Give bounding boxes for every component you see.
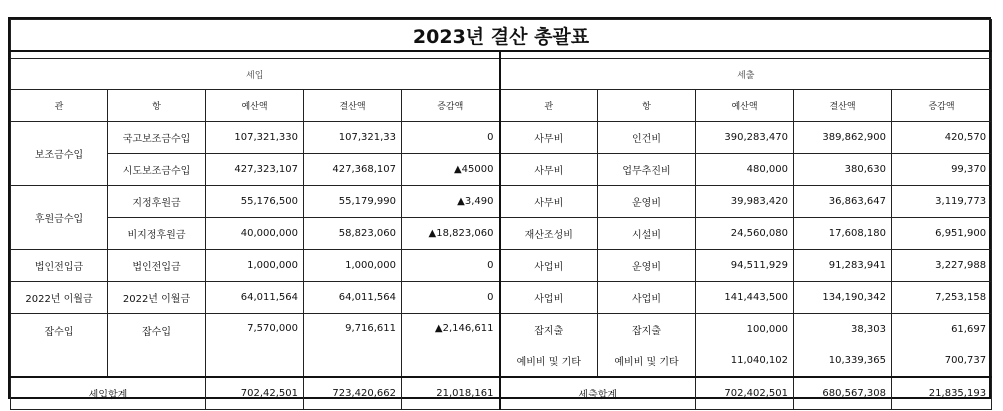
income-total-budget: 702,42,501: [206, 377, 304, 410]
header-settle: 결산액: [304, 90, 402, 122]
income-kwan: 보조금수입: [11, 122, 108, 186]
expense-kwan: 재산조성비: [500, 218, 598, 250]
table-row: [11, 282, 992, 314]
expense-budget: 11,040,102: [696, 345, 794, 377]
expense-settle: 36,863,647: [794, 186, 892, 218]
expense-hang: 사업비: [598, 282, 696, 314]
expense-total-settle: 680,567,308: [794, 377, 892, 410]
table-row: [11, 314, 992, 346]
expense-budget: 39,983,420: [696, 186, 794, 218]
header-hang: 항: [598, 90, 696, 122]
income-hang: 국고보조금수입: [108, 122, 206, 154]
spacer: [11, 51, 500, 59]
total-row: [11, 377, 992, 410]
expense-settle: 380,630: [794, 154, 892, 186]
settlement-table: [10, 19, 992, 410]
income-diff: 0: [402, 250, 500, 282]
expense-budget: 141,443,500: [696, 282, 794, 314]
income-diff: ▲18,823,060: [402, 218, 500, 250]
income-total-diff: 21,018,161: [402, 377, 500, 410]
table-row: [11, 218, 992, 250]
expense-diff: 99,370: [892, 154, 992, 186]
expense-kwan: 사무비: [500, 154, 598, 186]
header-hang: 항: [108, 90, 206, 122]
income-hang: 잡수입: [108, 314, 206, 378]
expense-diff: 3,227,988: [892, 250, 992, 282]
income-kwan: 잡수입: [11, 314, 108, 378]
expense-settle: 10,339,365: [794, 345, 892, 377]
income-total-label: 세입합계: [11, 377, 206, 410]
expense-kwan: 사업비: [500, 282, 598, 314]
expense-settle: 134,190,342: [794, 282, 892, 314]
expense-diff: 3,119,773: [892, 186, 992, 218]
income-diff: ▲2,146,611: [402, 314, 500, 378]
expense-kwan: 사업비: [500, 250, 598, 282]
expense-hang: 잡지출: [598, 314, 696, 346]
income-settle: 107,321,33: [304, 122, 402, 154]
expense-section-label: 세출: [500, 59, 992, 90]
expense-diff: 7,253,158: [892, 282, 992, 314]
income-budget: 40,000,000: [206, 218, 304, 250]
expense-settle: 389,862,900: [794, 122, 892, 154]
table-row: [11, 186, 992, 218]
header-kwan: 관: [11, 90, 108, 122]
expense-budget: 480,000: [696, 154, 794, 186]
income-kwan: 후원금수입: [11, 186, 108, 250]
expense-total-budget: 702,402,501: [696, 377, 794, 410]
income-budget: 55,176,500: [206, 186, 304, 218]
expense-budget: 94,511,929: [696, 250, 794, 282]
table-row: [11, 122, 992, 154]
table-row: [11, 250, 992, 282]
header-budget: 예산액: [206, 90, 304, 122]
income-settle: 55,179,990: [304, 186, 402, 218]
expense-budget: 390,283,470: [696, 122, 794, 154]
expense-settle: 17,608,180: [794, 218, 892, 250]
income-budget: 107,321,330: [206, 122, 304, 154]
income-diff: 0: [402, 122, 500, 154]
expense-kwan: 예비비 및 기타: [500, 345, 598, 377]
income-budget: 1,000,000: [206, 250, 304, 282]
income-settle: 58,823,060: [304, 218, 402, 250]
income-hang: 지정후원금: [108, 186, 206, 218]
header-kwan: 관: [500, 90, 598, 122]
expense-budget: 100,000: [696, 314, 794, 346]
expense-kwan: 잡지출: [500, 314, 598, 346]
expense-hang: 업무추진비: [598, 154, 696, 186]
income-section-label: 세입: [11, 59, 500, 90]
table-row: [11, 154, 992, 186]
expense-diff: 420,570: [892, 122, 992, 154]
settlement-summary-sheet: [8, 17, 991, 399]
expense-total-diff: 21,835,193: [892, 377, 992, 410]
spacer: [500, 51, 992, 59]
expense-kwan: 사무비: [500, 122, 598, 154]
income-budget: 64,011,564: [206, 282, 304, 314]
income-kwan: 2022년 이월금: [11, 282, 108, 314]
income-hang: 비지정후원금: [108, 218, 206, 250]
income-hang: 법인전입금: [108, 250, 206, 282]
expense-diff: 6,951,900: [892, 218, 992, 250]
income-diff: ▲45000: [402, 154, 500, 186]
income-kwan: 법인전입금: [11, 250, 108, 282]
expense-hang: 운영비: [598, 250, 696, 282]
income-total-settle: 723,420,662: [304, 377, 402, 410]
income-settle: 64,011,564: [304, 282, 402, 314]
header-diff: 증감액: [892, 90, 992, 122]
income-diff: ▲3,490: [402, 186, 500, 218]
expense-settle: 91,283,941: [794, 250, 892, 282]
expense-kwan: 사무비: [500, 186, 598, 218]
income-hang: 2022년 이월금: [108, 282, 206, 314]
expense-hang: 시설비: [598, 218, 696, 250]
income-settle: 427,368,107: [304, 154, 402, 186]
expense-settle: 38,303: [794, 314, 892, 346]
header-settle: 결산액: [794, 90, 892, 122]
income-budget: 427,323,107: [206, 154, 304, 186]
header-diff: 증감액: [402, 90, 500, 122]
income-settle: 9,716,611: [304, 314, 402, 378]
income-hang: 시도보조금수입: [108, 154, 206, 186]
income-diff: 0: [402, 282, 500, 314]
income-budget: 7,570,000: [206, 314, 304, 378]
expense-hang: 예비비 및 기타: [598, 345, 696, 377]
expense-diff: 700,737: [892, 345, 992, 377]
income-settle: 1,000,000: [304, 250, 402, 282]
expense-hang: 인건비: [598, 122, 696, 154]
expense-budget: 24,560,080: [696, 218, 794, 250]
header-budget: 예산액: [696, 90, 794, 122]
page-title: 2023년 결산 총괄표: [11, 20, 992, 52]
expense-hang: 운영비: [598, 186, 696, 218]
expense-diff: 61,697: [892, 314, 992, 346]
expense-total-label: 세출합계: [500, 377, 696, 410]
